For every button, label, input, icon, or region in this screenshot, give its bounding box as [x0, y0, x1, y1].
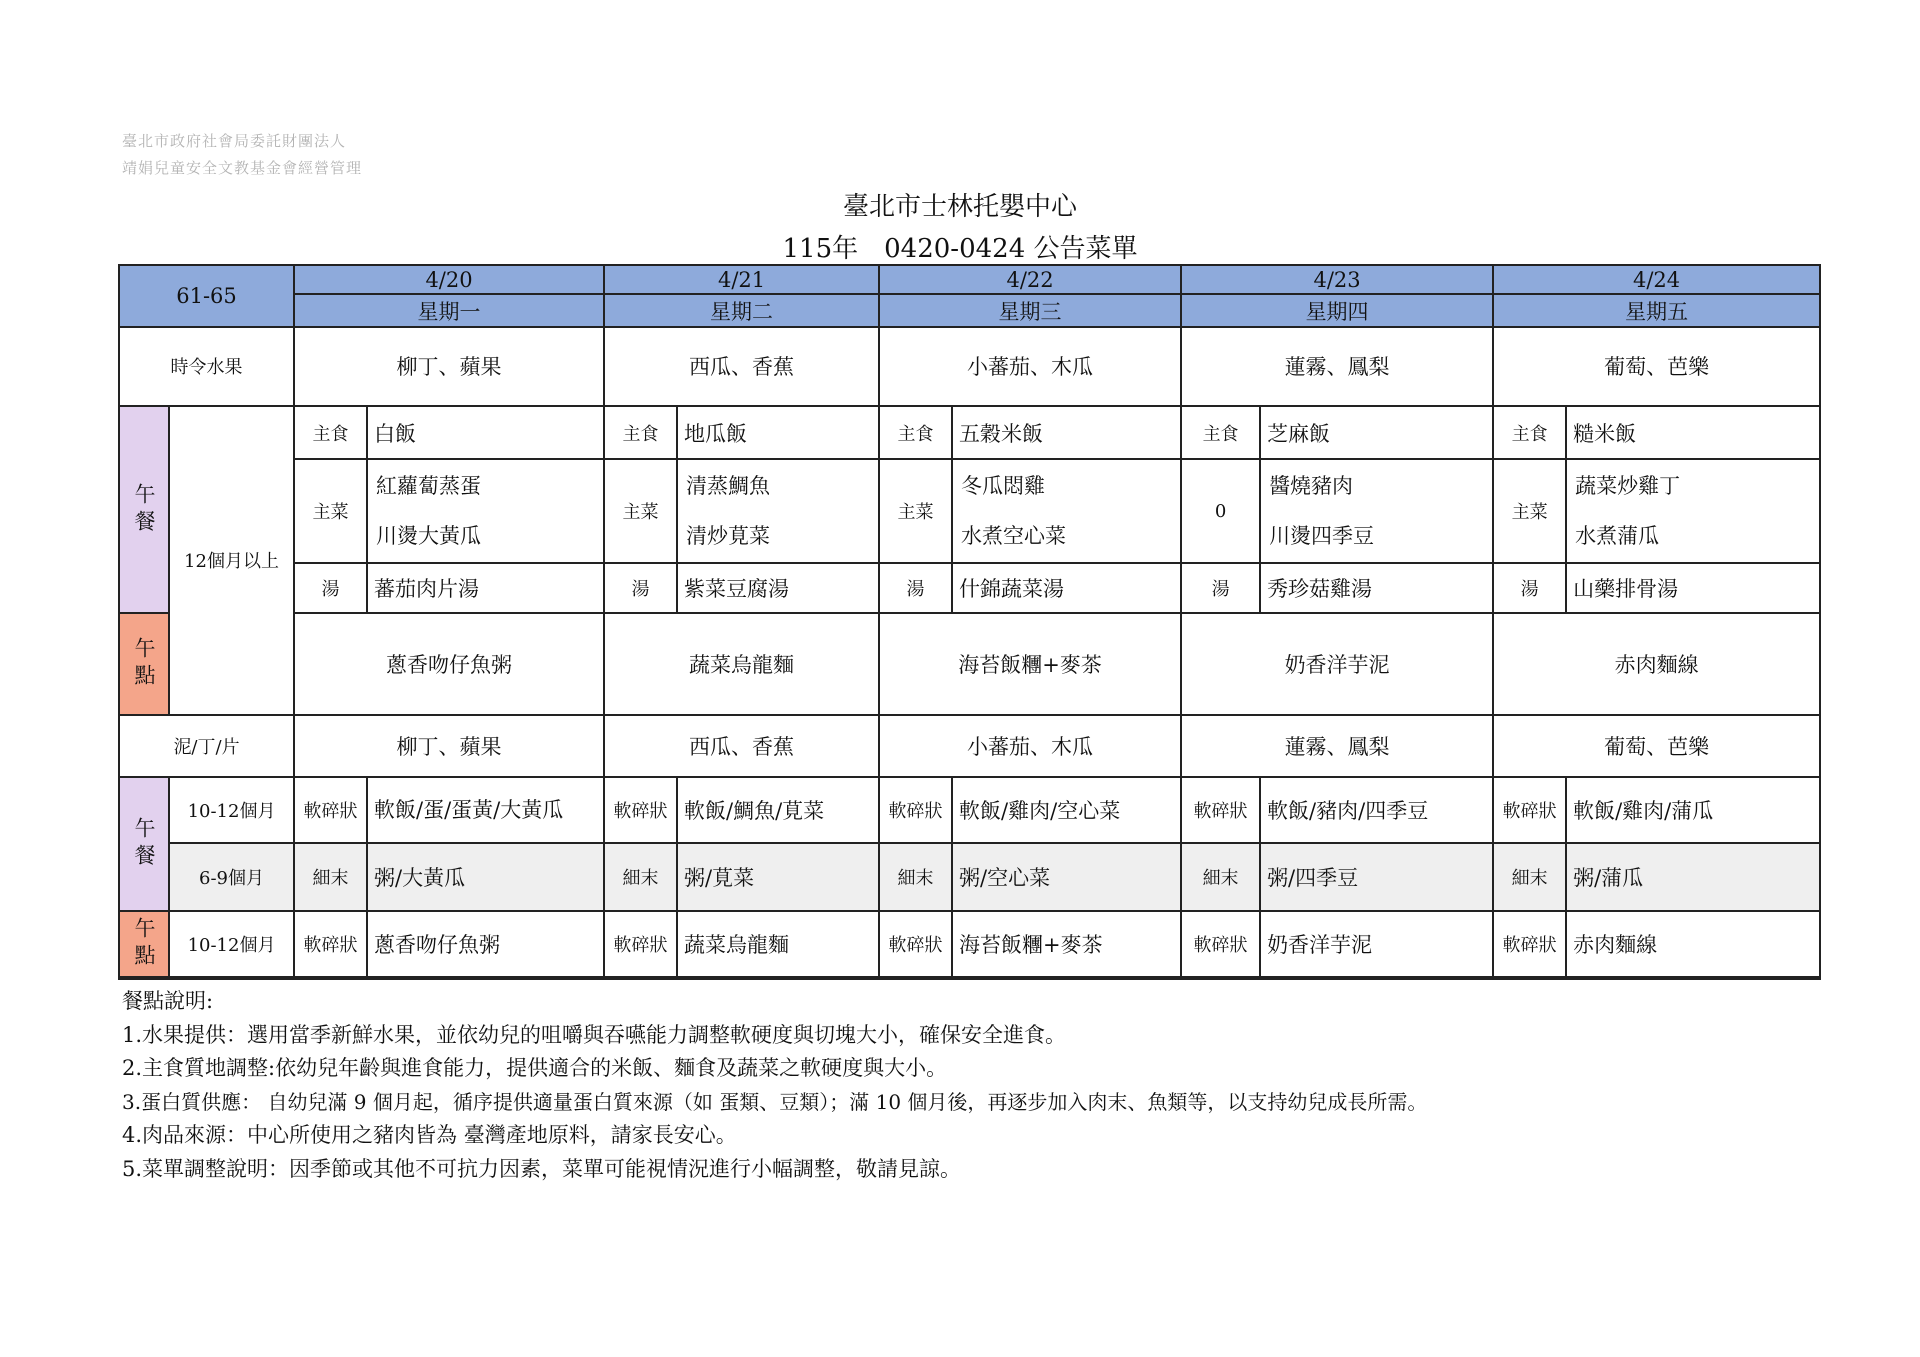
fine-lunch-cell: 粥/蒲瓜 [1566, 843, 1820, 911]
staple-cell: 糙米飯 [1566, 406, 1820, 460]
meal-notes [122, 985, 1427, 1186]
puree-fruit-cell: 葡萄、芭樂 [1493, 715, 1820, 778]
fine-lunch-cell: 粥/大黃瓜 [367, 843, 604, 911]
staple-label: 主食 [1493, 406, 1566, 460]
soft-label: 軟碎狀 [1181, 911, 1260, 978]
note-item: 1.水果提供：選用當季新鮮水果，並依幼兒的咀嚼與吞嚥能力調整軟硬度與切塊大小，確保安全進食。 [122, 1022, 1067, 1047]
fine-label: 細末 [294, 843, 367, 911]
soup-label: 湯 [879, 563, 952, 614]
age-label-6-9: 6-9個月 [169, 843, 294, 911]
soup-cell: 什錦蔬菜湯 [952, 563, 1181, 614]
soft-label: 軟碎狀 [604, 777, 677, 843]
main-label: 主菜 [1493, 459, 1566, 562]
soup-label: 湯 [1493, 563, 1566, 614]
soft-label: 軟碎狀 [1493, 777, 1566, 843]
snack-cell: 蔬菜烏龍麵 [604, 613, 879, 714]
staple-label: 主食 [294, 406, 367, 460]
main-dishes [367, 459, 604, 562]
note-item: 3.蛋白質供應： 自幼兒滿 9 個月起，循序提供適量蛋白質來源（如 蛋類、豆類）；滿 10 個月後，再逐步加入肉末、魚類等，以支持幼兒成長所需。 [122, 1089, 1428, 1114]
soup-cell: 山藥排骨湯 [1566, 563, 1820, 614]
staple-label: 主食 [879, 406, 952, 460]
organization-line-2: 靖娟兒童安全文教基金會經營管理 [122, 159, 363, 177]
page-subtitle: 115年 0420-0424 公告菜單 [782, 234, 1138, 264]
staple-cell: 白飯 [367, 406, 604, 460]
weekday-header: 星期一 [294, 294, 604, 326]
soft-label: 軟碎狀 [879, 911, 952, 978]
staple-cell: 地瓜飯 [677, 406, 879, 460]
soup-cell: 秀珍菇雞湯 [1260, 563, 1493, 614]
snack-label: 午點 [119, 613, 169, 714]
puree-fruit-cell: 小蕃茄、木瓜 [879, 715, 1181, 778]
staple-cell: 芝麻飯 [1260, 406, 1493, 460]
age-label-10-12: 10-12個月 [169, 911, 294, 978]
dish: 水煮空心菜 [961, 524, 1067, 549]
fruit-cell: 柳丁、蘋果 [294, 327, 604, 406]
notes-heading: 餐點說明: [122, 989, 214, 1013]
fine-label: 細末 [879, 843, 952, 911]
snack-cell: 奶香洋芋泥 [1181, 613, 1493, 714]
age-label-10-12: 10-12個月 [169, 777, 294, 843]
soft-label: 軟碎狀 [1493, 911, 1566, 978]
soup-cell: 蕃茄肉片湯 [367, 563, 604, 614]
date-header: 4/23 [1181, 265, 1493, 294]
soft-snack-cell: 蔬菜烏龍麵 [677, 911, 879, 978]
page-title: 臺北市士林托嬰中心 [842, 192, 1077, 222]
dish: 蔬菜炒雞丁 [1575, 474, 1681, 499]
soft-snack-cell: 蔥香吻仔魚粥 [367, 911, 604, 978]
dish: 清炒莧菜 [686, 524, 771, 549]
main-label: 主菜 [604, 459, 677, 562]
soft-label: 軟碎狀 [294, 911, 367, 978]
weekday-header: 星期三 [879, 294, 1181, 326]
soft-label: 軟碎狀 [294, 777, 367, 843]
soft-lunch-cell: 軟飯/雞肉/蒲瓜 [1566, 777, 1820, 843]
fruit-label: 時令水果 [119, 327, 294, 406]
date-header: 4/21 [604, 265, 879, 294]
fruit-cell: 葡萄、芭樂 [1493, 327, 1820, 406]
infant-snack-label: 午點 [119, 911, 169, 978]
soft-snack-cell: 赤肉麵線 [1566, 911, 1820, 978]
main-dishes [1260, 459, 1493, 562]
fine-lunch-cell: 粥/四季豆 [1260, 843, 1493, 911]
staple-label: 主食 [1181, 406, 1260, 460]
main-dishes [677, 459, 879, 562]
fruit-cell: 西瓜、香蕉 [604, 327, 879, 406]
soft-label: 軟碎狀 [879, 777, 952, 843]
snack-cell: 蔥香吻仔魚粥 [294, 613, 604, 714]
date-header: 4/20 [294, 265, 604, 294]
organization-line-1: 臺北市政府社會局委託財團法人 [122, 132, 347, 150]
staple-cell: 五穀米飯 [952, 406, 1181, 460]
puree-label: 泥/丁/片 [119, 715, 294, 778]
date-header: 4/24 [1493, 265, 1820, 294]
dish: 紅蘿蔔蒸蛋 [376, 474, 482, 499]
note-item: 5.菜單調整說明：因季節或其他不可抗力因素，菜單可能視情況進行小幅調整，敬請見諒。 [122, 1156, 962, 1181]
weekday-header: 星期四 [1181, 294, 1493, 326]
menu-table [118, 264, 1821, 980]
soft-lunch-cell: 軟飯/豬肉/四季豆 [1260, 777, 1493, 843]
note-item: 2.主食質地調整:依幼兒年齡與進食能力，提供適合的米飯、麵食及蔬菜之軟硬度與大小。 [122, 1056, 948, 1080]
dish: 川燙四季豆 [1269, 524, 1375, 549]
dish: 清蒸鯛魚 [686, 474, 771, 499]
fine-lunch-cell: 粥/莧菜 [677, 843, 879, 911]
fine-label: 細末 [604, 843, 677, 911]
lunch-label: 午餐 [119, 406, 169, 614]
infant-lunch-label: 午餐 [119, 777, 169, 911]
soup-label: 湯 [294, 563, 367, 614]
staple-label: 主食 [604, 406, 677, 460]
age-label-12plus: 12個月以上 [169, 406, 294, 715]
soft-snack-cell: 奶香洋芋泥 [1260, 911, 1493, 978]
puree-fruit-cell: 西瓜、香蕉 [604, 715, 879, 778]
soup-label: 湯 [1181, 563, 1260, 614]
fine-label: 細末 [1493, 843, 1566, 911]
note-item: 4.肉品來源：中心所使用之豬肉皆為 臺灣產地原料，請家長安心。 [122, 1123, 737, 1147]
snack-cell: 海苔飯糰+麥茶 [879, 613, 1181, 714]
soup-cell: 紫菜豆腐湯 [677, 563, 879, 614]
main-dishes [1566, 459, 1820, 562]
main-dishes [952, 459, 1181, 562]
fine-label: 細末 [1181, 843, 1260, 911]
soft-label: 軟碎狀 [604, 911, 677, 978]
date-header: 4/22 [879, 265, 1181, 294]
main-label: 0 [1181, 459, 1260, 562]
fruit-cell: 蓮霧、鳳梨 [1181, 327, 1493, 406]
dish: 醬燒豬肉 [1269, 474, 1354, 499]
range-label: 61-65 [119, 265, 294, 327]
soft-label: 軟碎狀 [1181, 777, 1260, 843]
main-label: 主菜 [879, 459, 952, 562]
soft-lunch-cell: 軟飯/蛋/蛋黃/大黃瓜 [367, 777, 604, 843]
dish: 冬瓜悶雞 [961, 474, 1046, 499]
puree-fruit-cell: 柳丁、蘋果 [294, 715, 604, 778]
dish: 水煮蒲瓜 [1575, 524, 1660, 549]
fruit-cell: 小蕃茄、木瓜 [879, 327, 1181, 406]
puree-fruit-cell: 蓮霧、鳳梨 [1181, 715, 1493, 778]
weekday-header: 星期五 [1493, 294, 1820, 326]
main-label: 主菜 [294, 459, 367, 562]
snack-cell: 赤肉麵線 [1493, 613, 1820, 714]
soup-label: 湯 [604, 563, 677, 614]
soft-lunch-cell: 軟飯/鯛魚/莧菜 [677, 777, 879, 843]
fine-lunch-cell: 粥/空心菜 [952, 843, 1181, 911]
soft-lunch-cell: 軟飯/雞肉/空心菜 [952, 777, 1181, 843]
dish: 川燙大黃瓜 [376, 524, 482, 549]
soft-snack-cell: 海苔飯糰+麥茶 [952, 911, 1181, 978]
weekday-header: 星期二 [604, 294, 879, 326]
